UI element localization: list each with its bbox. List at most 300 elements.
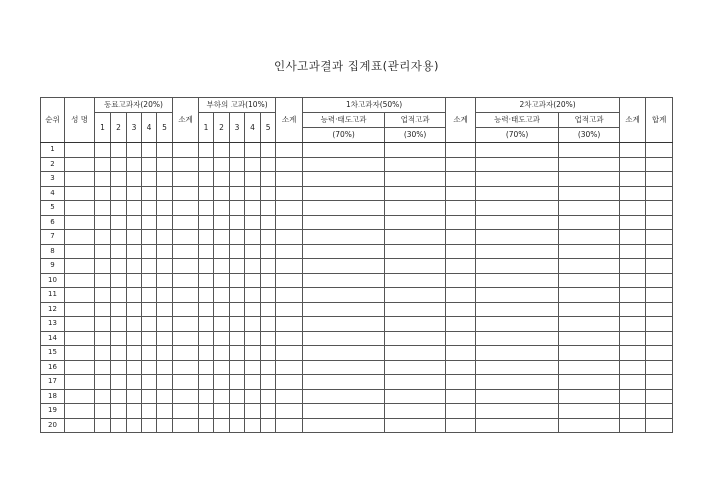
second-performance-cell[interactable] — [559, 230, 620, 245]
peer-score-5[interactable] — [157, 331, 173, 346]
sub-score-4[interactable] — [245, 404, 261, 419]
total-cell[interactable] — [646, 143, 673, 158]
sub-score-5[interactable] — [261, 201, 276, 216]
sub-score-1[interactable] — [199, 143, 214, 158]
peer-score-1[interactable] — [95, 201, 111, 216]
second-ability-cell[interactable] — [476, 244, 559, 259]
name-cell[interactable] — [65, 346, 95, 361]
peer-score-3[interactable] — [127, 201, 142, 216]
total-cell[interactable] — [646, 302, 673, 317]
name-cell[interactable] — [65, 288, 95, 303]
second-performance-cell[interactable] — [559, 317, 620, 332]
sub-score-2[interactable] — [214, 302, 230, 317]
first-subtotal-cell[interactable] — [446, 317, 476, 332]
sub-score-1[interactable] — [199, 302, 214, 317]
sub-subtotal-cell[interactable] — [276, 215, 303, 230]
sub-score-4[interactable] — [245, 331, 261, 346]
sub-score-1[interactable] — [199, 317, 214, 332]
sub-score-4[interactable] — [245, 230, 261, 245]
total-cell[interactable] — [646, 244, 673, 259]
peer-score-1[interactable] — [95, 288, 111, 303]
peer-score-3[interactable] — [127, 157, 142, 172]
second-subtotal-cell[interactable] — [620, 230, 646, 245]
peer-score-2[interactable] — [111, 418, 127, 433]
sub-score-2[interactable] — [214, 143, 230, 158]
name-cell[interactable] — [65, 244, 95, 259]
sub-score-4[interactable] — [245, 288, 261, 303]
second-subtotal-cell[interactable] — [620, 273, 646, 288]
peer-score-3[interactable] — [127, 404, 142, 419]
second-ability-cell[interactable] — [476, 317, 559, 332]
peer-score-1[interactable] — [95, 302, 111, 317]
name-cell[interactable] — [65, 317, 95, 332]
second-ability-cell[interactable] — [476, 331, 559, 346]
sub-score-4[interactable] — [245, 244, 261, 259]
second-performance-cell[interactable] — [559, 201, 620, 216]
sub-score-3[interactable] — [230, 215, 245, 230]
first-subtotal-cell[interactable] — [446, 186, 476, 201]
peer-score-5[interactable] — [157, 186, 173, 201]
peer-score-2[interactable] — [111, 375, 127, 390]
name-cell[interactable] — [65, 418, 95, 433]
first-performance-cell[interactable] — [385, 201, 446, 216]
peer-subtotal-cell[interactable] — [173, 201, 199, 216]
peer-score-3[interactable] — [127, 389, 142, 404]
sub-score-2[interactable] — [214, 157, 230, 172]
peer-score-5[interactable] — [157, 201, 173, 216]
peer-score-4[interactable] — [142, 360, 157, 375]
first-performance-cell[interactable] — [385, 230, 446, 245]
sub-score-5[interactable] — [261, 331, 276, 346]
sub-score-4[interactable] — [245, 157, 261, 172]
first-ability-cell[interactable] — [303, 215, 385, 230]
peer-score-4[interactable] — [142, 375, 157, 390]
first-subtotal-cell[interactable] — [446, 157, 476, 172]
sub-subtotal-cell[interactable] — [276, 172, 303, 187]
sub-score-2[interactable] — [214, 404, 230, 419]
first-performance-cell[interactable] — [385, 244, 446, 259]
sub-score-4[interactable] — [245, 201, 261, 216]
second-subtotal-cell[interactable] — [620, 317, 646, 332]
peer-subtotal-cell[interactable] — [173, 288, 199, 303]
first-performance-cell[interactable] — [385, 273, 446, 288]
peer-score-4[interactable] — [142, 418, 157, 433]
total-cell[interactable] — [646, 186, 673, 201]
sub-subtotal-cell[interactable] — [276, 288, 303, 303]
peer-score-5[interactable] — [157, 273, 173, 288]
sub-score-3[interactable] — [230, 360, 245, 375]
sub-score-3[interactable] — [230, 230, 245, 245]
name-cell[interactable] — [65, 375, 95, 390]
peer-score-2[interactable] — [111, 302, 127, 317]
sub-score-3[interactable] — [230, 157, 245, 172]
peer-score-3[interactable] — [127, 215, 142, 230]
peer-score-1[interactable] — [95, 215, 111, 230]
peer-score-2[interactable] — [111, 389, 127, 404]
peer-score-2[interactable] — [111, 244, 127, 259]
peer-score-3[interactable] — [127, 360, 142, 375]
peer-score-4[interactable] — [142, 273, 157, 288]
peer-score-4[interactable] — [142, 346, 157, 361]
total-cell[interactable] — [646, 375, 673, 390]
second-ability-cell[interactable] — [476, 157, 559, 172]
first-subtotal-cell[interactable] — [446, 331, 476, 346]
second-performance-cell[interactable] — [559, 186, 620, 201]
sub-score-3[interactable] — [230, 259, 245, 274]
second-subtotal-cell[interactable] — [620, 331, 646, 346]
sub-score-2[interactable] — [214, 215, 230, 230]
sub-subtotal-cell[interactable] — [276, 201, 303, 216]
total-cell[interactable] — [646, 157, 673, 172]
second-ability-cell[interactable] — [476, 172, 559, 187]
name-cell[interactable] — [65, 273, 95, 288]
peer-score-3[interactable] — [127, 230, 142, 245]
first-ability-cell[interactable] — [303, 375, 385, 390]
peer-subtotal-cell[interactable] — [173, 375, 199, 390]
first-ability-cell[interactable] — [303, 317, 385, 332]
peer-score-3[interactable] — [127, 346, 142, 361]
sub-score-3[interactable] — [230, 244, 245, 259]
peer-score-1[interactable] — [95, 259, 111, 274]
sub-score-5[interactable] — [261, 389, 276, 404]
peer-subtotal-cell[interactable] — [173, 273, 199, 288]
first-subtotal-cell[interactable] — [446, 230, 476, 245]
second-performance-cell[interactable] — [559, 375, 620, 390]
total-cell[interactable] — [646, 215, 673, 230]
second-ability-cell[interactable] — [476, 346, 559, 361]
peer-score-3[interactable] — [127, 244, 142, 259]
first-ability-cell[interactable] — [303, 157, 385, 172]
sub-score-2[interactable] — [214, 360, 230, 375]
peer-score-5[interactable] — [157, 389, 173, 404]
sub-score-3[interactable] — [230, 331, 245, 346]
first-performance-cell[interactable] — [385, 186, 446, 201]
sub-subtotal-cell[interactable] — [276, 317, 303, 332]
sub-score-3[interactable] — [230, 404, 245, 419]
first-subtotal-cell[interactable] — [446, 215, 476, 230]
sub-score-1[interactable] — [199, 244, 214, 259]
peer-score-4[interactable] — [142, 404, 157, 419]
peer-score-4[interactable] — [142, 172, 157, 187]
peer-score-2[interactable] — [111, 360, 127, 375]
peer-score-4[interactable] — [142, 186, 157, 201]
sub-score-5[interactable] — [261, 157, 276, 172]
second-performance-cell[interactable] — [559, 143, 620, 158]
peer-score-5[interactable] — [157, 259, 173, 274]
peer-score-1[interactable] — [95, 273, 111, 288]
peer-score-5[interactable] — [157, 172, 173, 187]
first-performance-cell[interactable] — [385, 288, 446, 303]
first-subtotal-cell[interactable] — [446, 143, 476, 158]
sub-subtotal-cell[interactable] — [276, 375, 303, 390]
peer-subtotal-cell[interactable] — [173, 186, 199, 201]
peer-subtotal-cell[interactable] — [173, 259, 199, 274]
peer-score-1[interactable] — [95, 317, 111, 332]
first-subtotal-cell[interactable] — [446, 172, 476, 187]
sub-score-1[interactable] — [199, 186, 214, 201]
sub-score-1[interactable] — [199, 389, 214, 404]
sub-score-5[interactable] — [261, 360, 276, 375]
total-cell[interactable] — [646, 201, 673, 216]
sub-score-2[interactable] — [214, 418, 230, 433]
total-cell[interactable] — [646, 317, 673, 332]
first-ability-cell[interactable] — [303, 302, 385, 317]
peer-score-2[interactable] — [111, 172, 127, 187]
sub-score-2[interactable] — [214, 201, 230, 216]
sub-subtotal-cell[interactable] — [276, 157, 303, 172]
peer-score-5[interactable] — [157, 375, 173, 390]
sub-score-3[interactable] — [230, 418, 245, 433]
name-cell[interactable] — [65, 259, 95, 274]
peer-score-2[interactable] — [111, 201, 127, 216]
second-subtotal-cell[interactable] — [620, 157, 646, 172]
peer-score-2[interactable] — [111, 230, 127, 245]
sub-score-3[interactable] — [230, 375, 245, 390]
sub-score-2[interactable] — [214, 375, 230, 390]
peer-score-4[interactable] — [142, 389, 157, 404]
first-ability-cell[interactable] — [303, 273, 385, 288]
second-ability-cell[interactable] — [476, 360, 559, 375]
sub-score-5[interactable] — [261, 259, 276, 274]
second-ability-cell[interactable] — [476, 389, 559, 404]
peer-subtotal-cell[interactable] — [173, 215, 199, 230]
sub-score-3[interactable] — [230, 172, 245, 187]
name-cell[interactable] — [65, 201, 95, 216]
sub-subtotal-cell[interactable] — [276, 418, 303, 433]
peer-score-1[interactable] — [95, 375, 111, 390]
sub-score-5[interactable] — [261, 418, 276, 433]
first-subtotal-cell[interactable] — [446, 346, 476, 361]
sub-subtotal-cell[interactable] — [276, 244, 303, 259]
total-cell[interactable] — [646, 360, 673, 375]
sub-score-4[interactable] — [245, 317, 261, 332]
second-ability-cell[interactable] — [476, 375, 559, 390]
first-ability-cell[interactable] — [303, 230, 385, 245]
sub-score-1[interactable] — [199, 375, 214, 390]
sub-score-5[interactable] — [261, 404, 276, 419]
peer-score-5[interactable] — [157, 346, 173, 361]
first-performance-cell[interactable] — [385, 346, 446, 361]
peer-score-5[interactable] — [157, 317, 173, 332]
peer-score-1[interactable] — [95, 244, 111, 259]
peer-score-5[interactable] — [157, 302, 173, 317]
total-cell[interactable] — [646, 404, 673, 419]
peer-score-3[interactable] — [127, 273, 142, 288]
first-ability-cell[interactable] — [303, 288, 385, 303]
peer-subtotal-cell[interactable] — [173, 244, 199, 259]
second-ability-cell[interactable] — [476, 404, 559, 419]
second-subtotal-cell[interactable] — [620, 215, 646, 230]
peer-score-2[interactable] — [111, 404, 127, 419]
first-ability-cell[interactable] — [303, 418, 385, 433]
peer-score-2[interactable] — [111, 157, 127, 172]
peer-score-4[interactable] — [142, 230, 157, 245]
peer-score-4[interactable] — [142, 288, 157, 303]
sub-score-4[interactable] — [245, 375, 261, 390]
total-cell[interactable] — [646, 418, 673, 433]
peer-score-2[interactable] — [111, 215, 127, 230]
first-performance-cell[interactable] — [385, 389, 446, 404]
total-cell[interactable] — [646, 346, 673, 361]
second-subtotal-cell[interactable] — [620, 404, 646, 419]
second-performance-cell[interactable] — [559, 172, 620, 187]
peer-score-3[interactable] — [127, 143, 142, 158]
peer-score-2[interactable] — [111, 288, 127, 303]
second-performance-cell[interactable] — [559, 360, 620, 375]
peer-subtotal-cell[interactable] — [173, 172, 199, 187]
first-subtotal-cell[interactable] — [446, 302, 476, 317]
first-subtotal-cell[interactable] — [446, 244, 476, 259]
second-subtotal-cell[interactable] — [620, 418, 646, 433]
sub-score-4[interactable] — [245, 360, 261, 375]
sub-score-5[interactable] — [261, 172, 276, 187]
first-subtotal-cell[interactable] — [446, 201, 476, 216]
first-performance-cell[interactable] — [385, 259, 446, 274]
first-performance-cell[interactable] — [385, 331, 446, 346]
sub-score-1[interactable] — [199, 331, 214, 346]
total-cell[interactable] — [646, 288, 673, 303]
peer-score-1[interactable] — [95, 418, 111, 433]
second-performance-cell[interactable] — [559, 215, 620, 230]
sub-subtotal-cell[interactable] — [276, 404, 303, 419]
peer-score-4[interactable] — [142, 244, 157, 259]
sub-score-1[interactable] — [199, 259, 214, 274]
sub-score-1[interactable] — [199, 157, 214, 172]
sub-score-1[interactable] — [199, 404, 214, 419]
sub-score-3[interactable] — [230, 346, 245, 361]
total-cell[interactable] — [646, 331, 673, 346]
total-cell[interactable] — [646, 172, 673, 187]
second-subtotal-cell[interactable] — [620, 186, 646, 201]
peer-score-5[interactable] — [157, 418, 173, 433]
total-cell[interactable] — [646, 230, 673, 245]
peer-subtotal-cell[interactable] — [173, 143, 199, 158]
sub-score-4[interactable] — [245, 259, 261, 274]
first-performance-cell[interactable] — [385, 215, 446, 230]
peer-score-4[interactable] — [142, 317, 157, 332]
sub-subtotal-cell[interactable] — [276, 186, 303, 201]
sub-score-3[interactable] — [230, 186, 245, 201]
peer-score-2[interactable] — [111, 259, 127, 274]
peer-score-4[interactable] — [142, 201, 157, 216]
sub-score-4[interactable] — [245, 418, 261, 433]
peer-score-3[interactable] — [127, 302, 142, 317]
second-performance-cell[interactable] — [559, 404, 620, 419]
sub-score-5[interactable] — [261, 186, 276, 201]
second-subtotal-cell[interactable] — [620, 346, 646, 361]
peer-subtotal-cell[interactable] — [173, 317, 199, 332]
first-performance-cell[interactable] — [385, 317, 446, 332]
peer-score-3[interactable] — [127, 317, 142, 332]
sub-score-2[interactable] — [214, 172, 230, 187]
peer-score-1[interactable] — [95, 143, 111, 158]
sub-score-3[interactable] — [230, 317, 245, 332]
first-performance-cell[interactable] — [385, 375, 446, 390]
sub-score-3[interactable] — [230, 302, 245, 317]
peer-score-5[interactable] — [157, 143, 173, 158]
sub-subtotal-cell[interactable] — [276, 346, 303, 361]
peer-score-1[interactable] — [95, 389, 111, 404]
peer-subtotal-cell[interactable] — [173, 346, 199, 361]
first-ability-cell[interactable] — [303, 244, 385, 259]
second-subtotal-cell[interactable] — [620, 389, 646, 404]
second-ability-cell[interactable] — [476, 186, 559, 201]
sub-score-2[interactable] — [214, 186, 230, 201]
peer-subtotal-cell[interactable] — [173, 331, 199, 346]
second-ability-cell[interactable] — [476, 215, 559, 230]
peer-score-2[interactable] — [111, 273, 127, 288]
first-ability-cell[interactable] — [303, 360, 385, 375]
sub-subtotal-cell[interactable] — [276, 302, 303, 317]
peer-score-3[interactable] — [127, 375, 142, 390]
name-cell[interactable] — [65, 360, 95, 375]
sub-score-5[interactable] — [261, 143, 276, 158]
second-ability-cell[interactable] — [476, 302, 559, 317]
peer-subtotal-cell[interactable] — [173, 389, 199, 404]
sub-score-1[interactable] — [199, 201, 214, 216]
sub-subtotal-cell[interactable] — [276, 331, 303, 346]
sub-score-5[interactable] — [261, 273, 276, 288]
sub-score-5[interactable] — [261, 288, 276, 303]
peer-score-3[interactable] — [127, 259, 142, 274]
peer-score-2[interactable] — [111, 331, 127, 346]
total-cell[interactable] — [646, 259, 673, 274]
first-subtotal-cell[interactable] — [446, 360, 476, 375]
second-subtotal-cell[interactable] — [620, 302, 646, 317]
sub-score-1[interactable] — [199, 172, 214, 187]
first-ability-cell[interactable] — [303, 259, 385, 274]
second-subtotal-cell[interactable] — [620, 288, 646, 303]
sub-score-5[interactable] — [261, 215, 276, 230]
first-subtotal-cell[interactable] — [446, 418, 476, 433]
peer-score-3[interactable] — [127, 186, 142, 201]
name-cell[interactable] — [65, 186, 95, 201]
second-performance-cell[interactable] — [559, 346, 620, 361]
second-performance-cell[interactable] — [559, 259, 620, 274]
peer-subtotal-cell[interactable] — [173, 302, 199, 317]
first-subtotal-cell[interactable] — [446, 404, 476, 419]
peer-subtotal-cell[interactable] — [173, 230, 199, 245]
first-ability-cell[interactable] — [303, 186, 385, 201]
first-subtotal-cell[interactable] — [446, 375, 476, 390]
first-subtotal-cell[interactable] — [446, 273, 476, 288]
second-subtotal-cell[interactable] — [620, 143, 646, 158]
sub-score-3[interactable] — [230, 389, 245, 404]
sub-score-2[interactable] — [214, 317, 230, 332]
first-performance-cell[interactable] — [385, 418, 446, 433]
total-cell[interactable] — [646, 389, 673, 404]
peer-subtotal-cell[interactable] — [173, 418, 199, 433]
second-ability-cell[interactable] — [476, 273, 559, 288]
name-cell[interactable] — [65, 215, 95, 230]
first-performance-cell[interactable] — [385, 172, 446, 187]
second-performance-cell[interactable] — [559, 389, 620, 404]
sub-score-3[interactable] — [230, 273, 245, 288]
sub-score-4[interactable] — [245, 346, 261, 361]
sub-score-2[interactable] — [214, 244, 230, 259]
sub-score-5[interactable] — [261, 244, 276, 259]
peer-score-5[interactable] — [157, 244, 173, 259]
sub-score-3[interactable] — [230, 143, 245, 158]
second-ability-cell[interactable] — [476, 201, 559, 216]
peer-score-5[interactable] — [157, 404, 173, 419]
sub-score-5[interactable] — [261, 346, 276, 361]
sub-score-3[interactable] — [230, 201, 245, 216]
peer-score-5[interactable] — [157, 230, 173, 245]
sub-score-1[interactable] — [199, 418, 214, 433]
sub-subtotal-cell[interactable] — [276, 360, 303, 375]
first-ability-cell[interactable] — [303, 346, 385, 361]
